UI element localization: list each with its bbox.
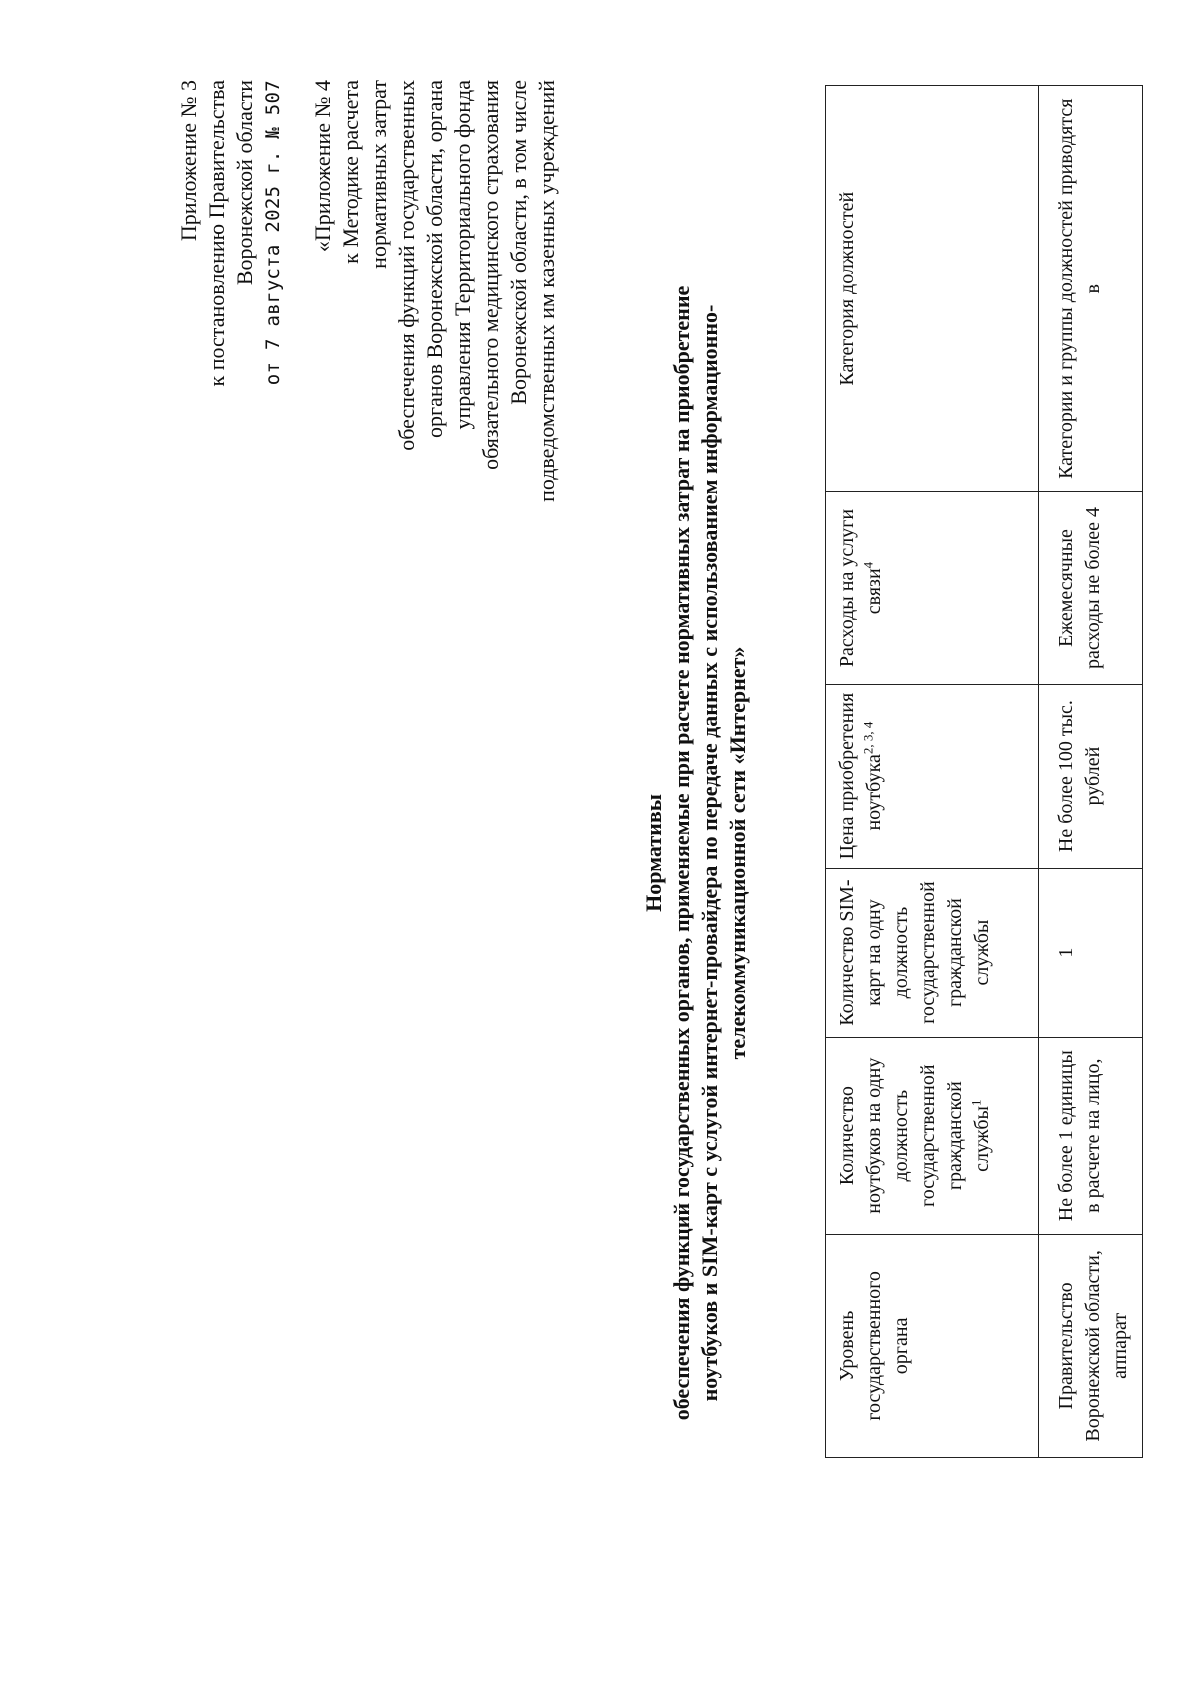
appendix-resolution-ref: к постановлению Правительства bbox=[204, 80, 229, 387]
quote-line-3: нормативных затрат bbox=[366, 80, 391, 269]
quote-line-8: Воронежской области, в том числе bbox=[506, 80, 531, 405]
row1-authority-level: Правительство Воронежской области, аппарат bbox=[1039, 1234, 1143, 1457]
table-header-row bbox=[826, 86, 1039, 1458]
row1-sim-count: 1 bbox=[1039, 868, 1143, 1037]
row1-laptops-count: Не более 1 единицы в расчете на лицо, bbox=[1039, 1037, 1143, 1234]
table-row bbox=[1039, 86, 1143, 1458]
title-line-3: телекоммуникационной сети «Интернет» bbox=[725, 646, 750, 1060]
header-cell-laptops-count: Количество ноутбуков на одну должность государственной гражданской службы$^1$ bbox=[826, 1037, 1039, 1234]
appendix-header bbox=[175, 80, 561, 502]
header-cell-laptop-price: Цена приобретения ноутбука$^{2, 3, 4}$ bbox=[826, 684, 1039, 868]
row1-communication-costs: Ежемесячные расходы не более 4 bbox=[1039, 492, 1143, 684]
norms-table bbox=[825, 85, 1143, 1458]
header-cell-position-category: Категория должностей bbox=[826, 86, 1039, 492]
appendix-date: от 7 августа 2025 г. № 507 bbox=[262, 80, 284, 386]
quote-line-5: органов Воронежской области, органа bbox=[422, 80, 447, 438]
quote-line-4: обеспечения функций государственных bbox=[394, 80, 419, 451]
appendix-number: Приложение № 3 bbox=[176, 80, 201, 242]
title-line-1: обеспечения функций государственных органов, применяемые при расчете нормативных затрат на приобретение bbox=[669, 285, 694, 1421]
quote-line-6: управления Территориального фонда bbox=[450, 80, 475, 430]
title-heading: Нормативы bbox=[641, 794, 666, 912]
quote-line-2: к Методике расчета bbox=[338, 80, 363, 264]
appendix-region: Воронежской области bbox=[232, 80, 257, 286]
row1-laptop-price: Не более 100 тыс. рублей bbox=[1039, 684, 1143, 868]
quote-line-1: «Приложение № 4 bbox=[310, 80, 335, 253]
quote-line-7: обязательного медицинского страхования bbox=[478, 80, 503, 470]
header-cell-authority-level: Уровень государственного органа bbox=[826, 1234, 1039, 1457]
header-cell-sim-count: Количество SIM-карт на одну должность государственной гражданской службы bbox=[826, 868, 1039, 1037]
quote-line-9: подведомственных им казенных учреждений bbox=[534, 80, 559, 502]
header-cell-communication-costs: Расходы на услуги связи$^4$ bbox=[826, 492, 1039, 684]
title-line-2: ноутбуков и SIM-карт с услугой интернет-провайдера по передаче данных с использованием информационно- bbox=[697, 304, 722, 1402]
document-title bbox=[640, 63, 752, 1643]
row1-position-category: Категории и группы должностей приводятся в bbox=[1039, 86, 1143, 492]
